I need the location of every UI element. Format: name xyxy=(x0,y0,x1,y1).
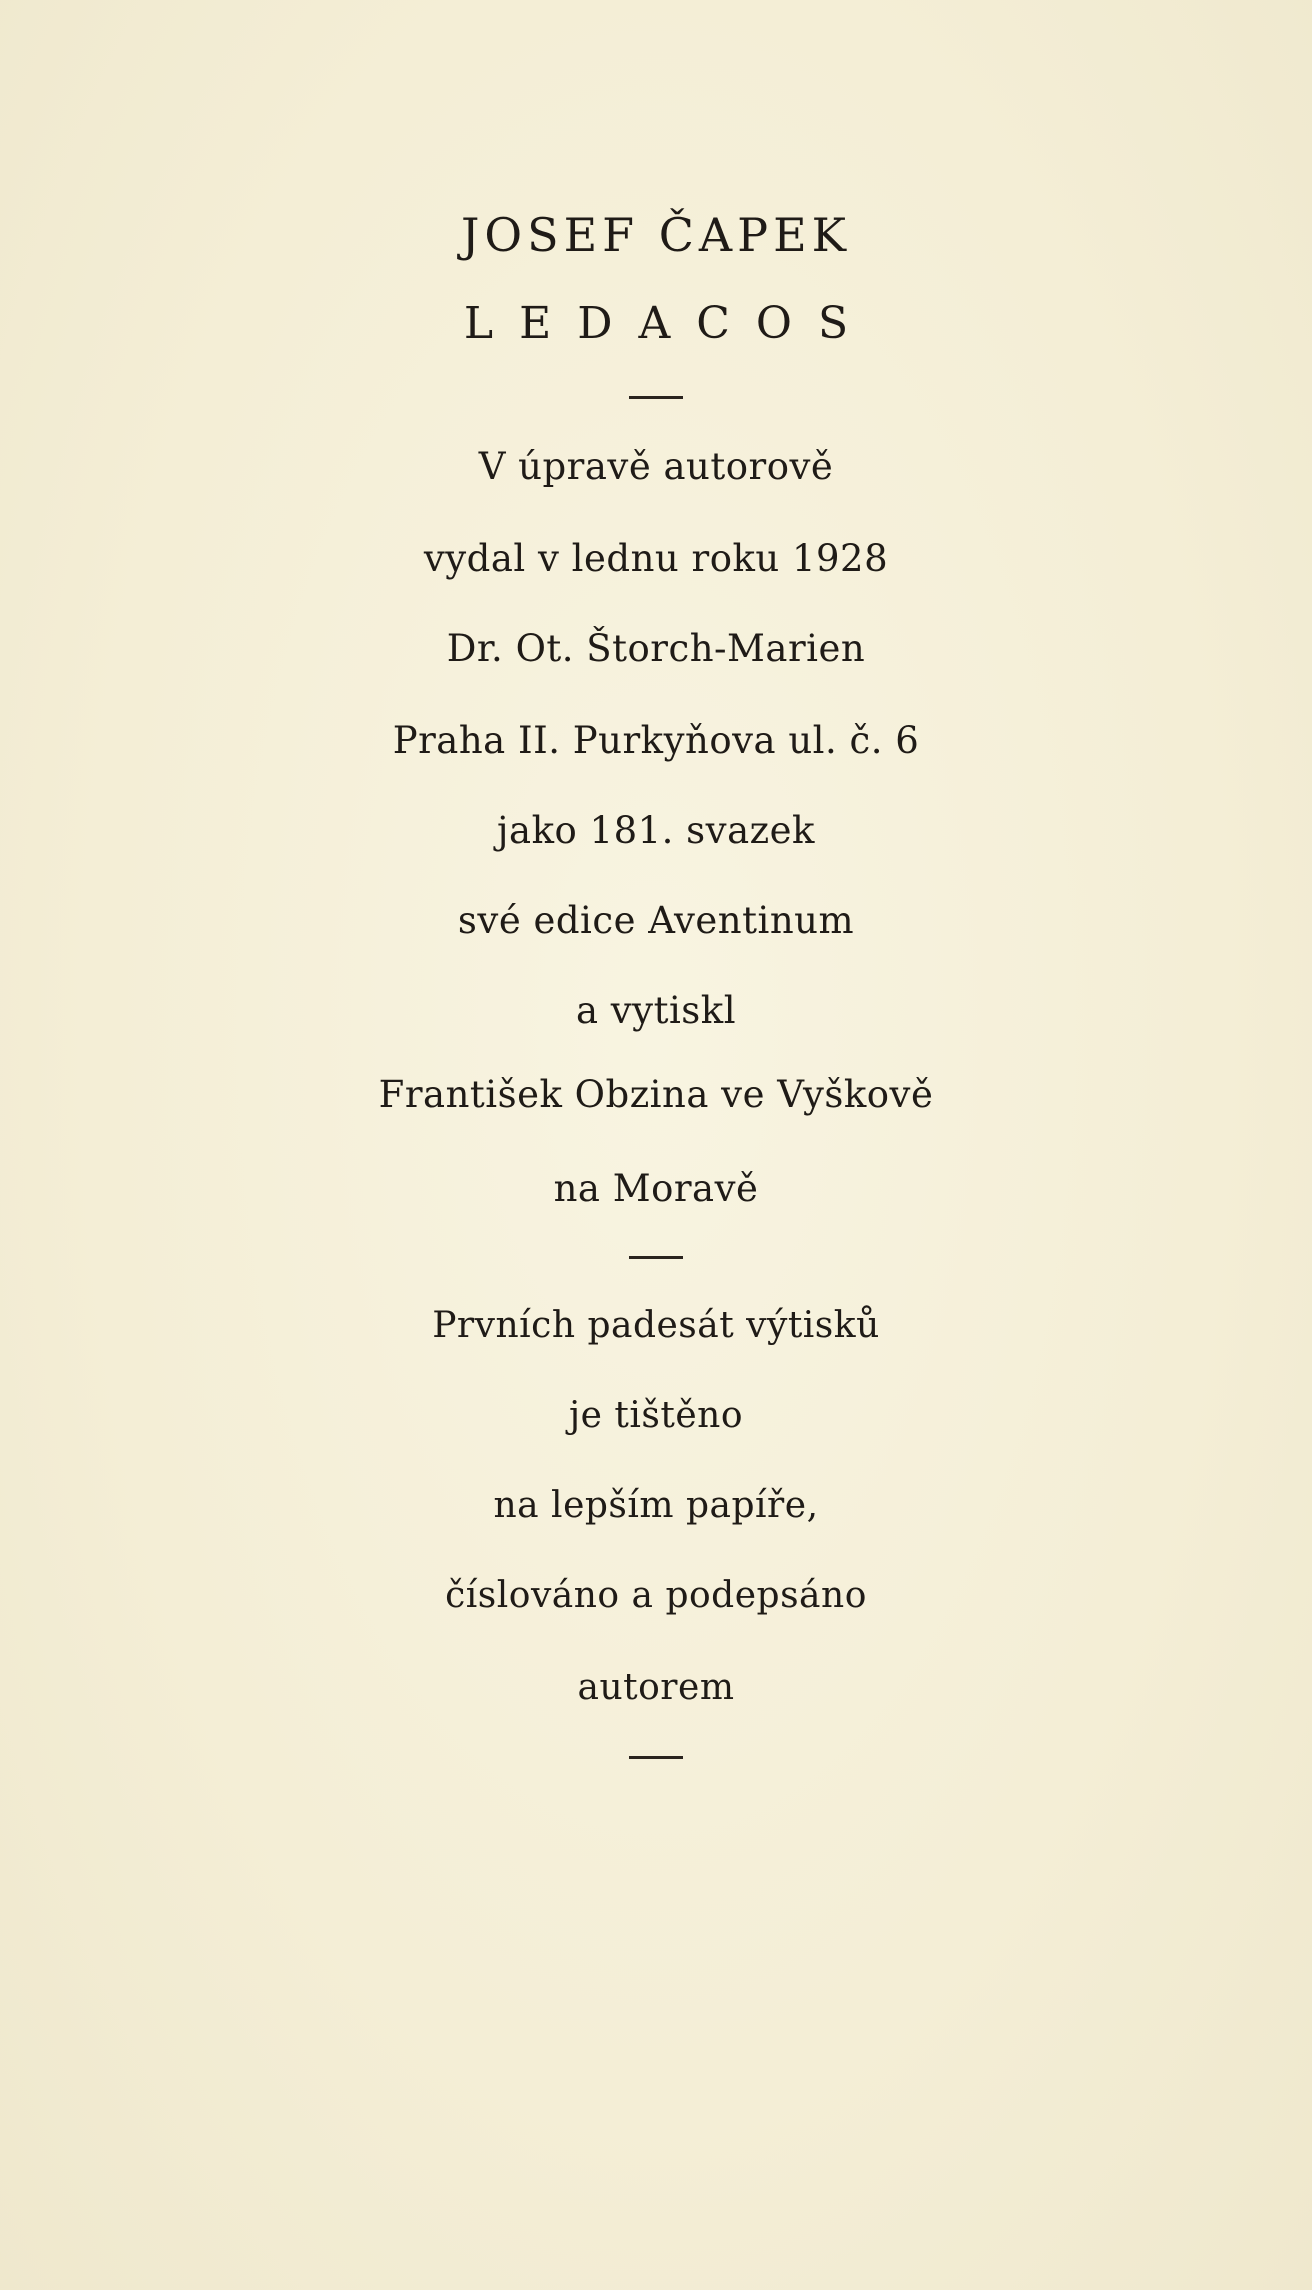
author-name: JOSEF ČAPEK xyxy=(460,208,852,262)
colophon-line: František Obzina ve Vyškově xyxy=(378,1073,934,1116)
limited-edition-line: Prvních padesát výtisků xyxy=(432,1305,880,1346)
section-divider xyxy=(629,1756,683,1759)
colophon-line: vydal v lednu roku 1928 xyxy=(423,537,889,580)
colophon-line: V úpravě autorově xyxy=(478,445,834,488)
colophon-line: a vytiskl xyxy=(575,989,737,1032)
colophon-line: na Moravě xyxy=(553,1167,759,1210)
colophon-line: své edice Aventinum xyxy=(457,899,855,942)
limited-edition-line: číslováno a podepsáno xyxy=(445,1575,867,1616)
section-divider xyxy=(629,396,683,399)
colophon-line: Praha II. Purkyňova ul. č. 6 xyxy=(392,719,920,762)
colophon-line: jako 181. svazek xyxy=(497,809,815,852)
limited-edition-line: autorem xyxy=(577,1667,735,1708)
limited-edition-line: na lepším papíře, xyxy=(493,1485,819,1526)
limited-edition-line: je tištěno xyxy=(569,1395,743,1436)
colophon-line: Dr. Ot. Štorch-Marien xyxy=(446,627,866,670)
section-divider xyxy=(629,1256,683,1259)
book-title: LEDACOS xyxy=(463,298,875,349)
